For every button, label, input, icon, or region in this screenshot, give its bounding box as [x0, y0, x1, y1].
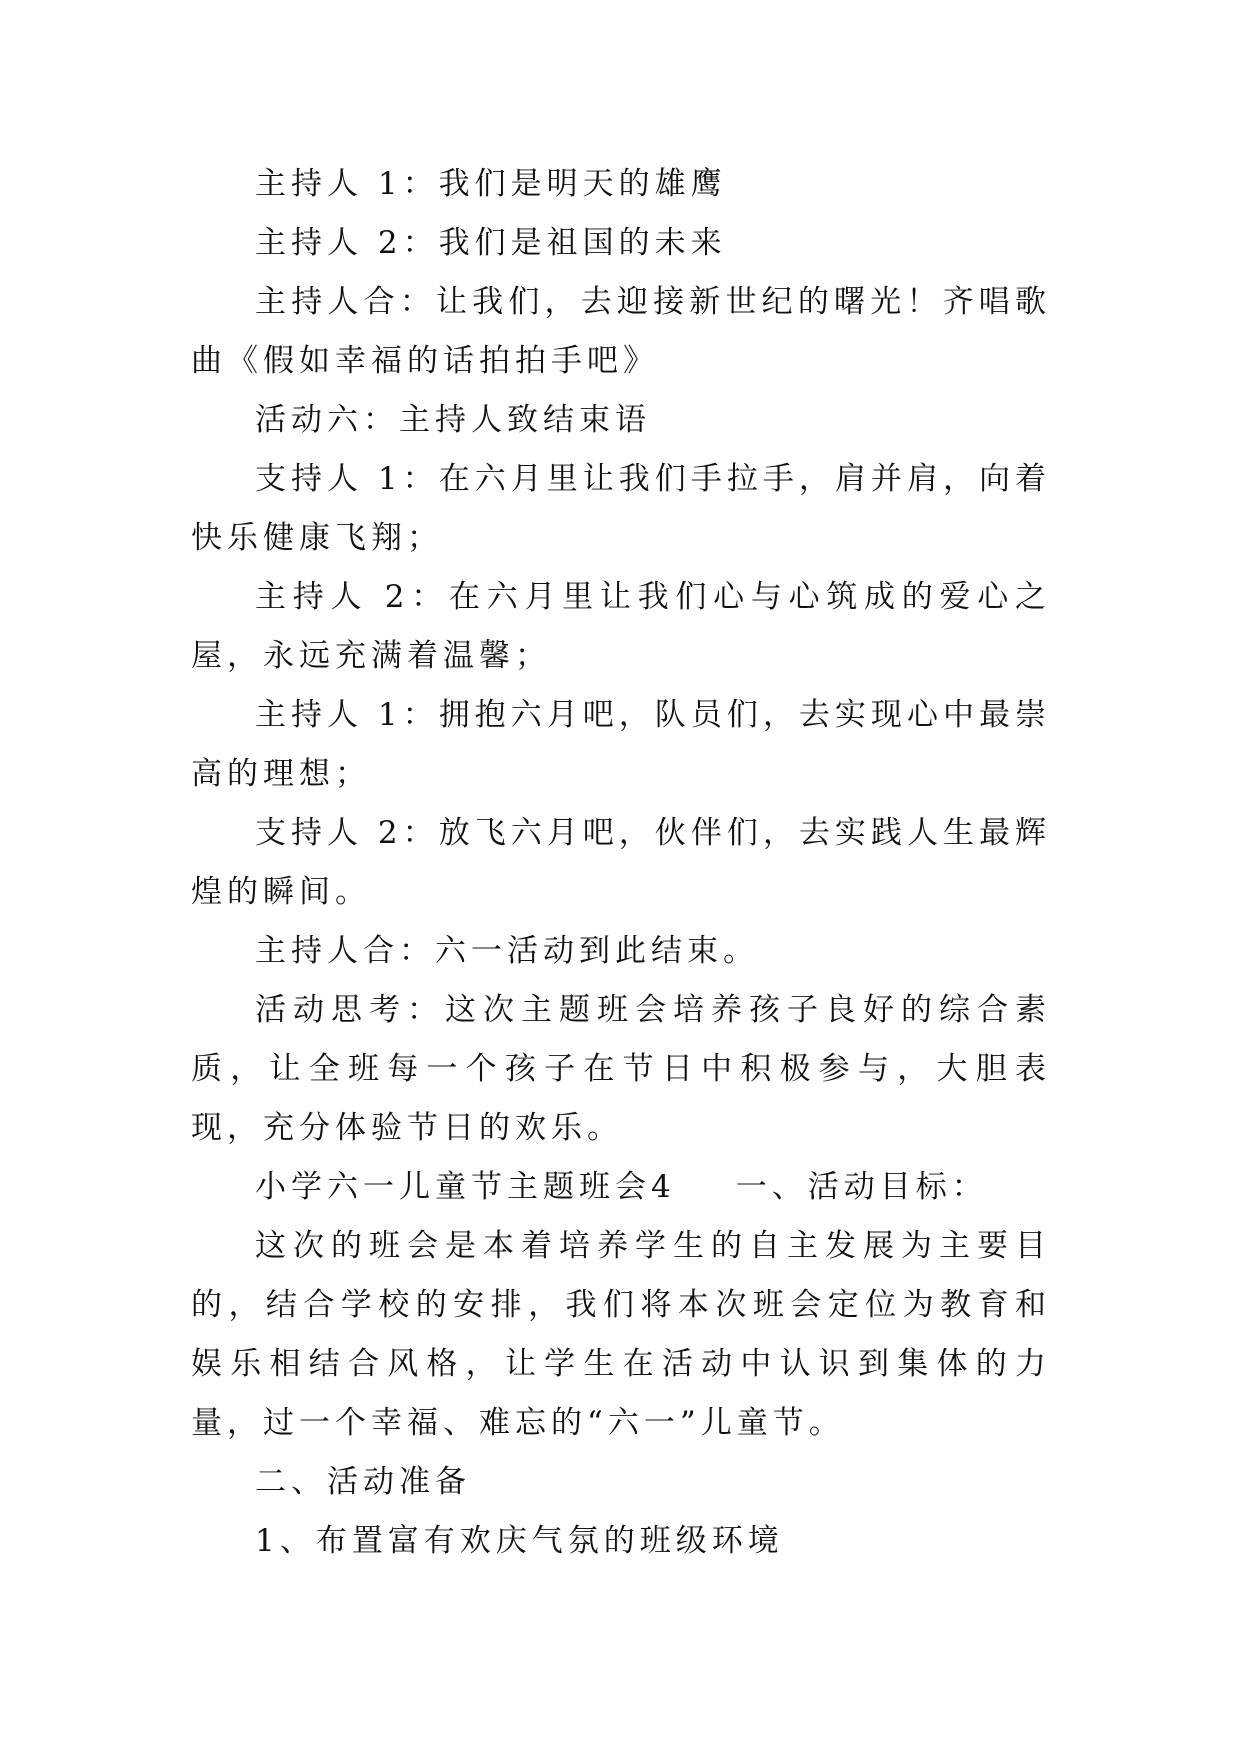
- paragraph-host1-embrace: 主持人 1：拥抱六月吧，队员们，去实现心中最崇高的理想；: [191, 697, 1051, 792]
- paragraph-preparation-heading: 二、活动准备: [255, 1464, 471, 1500]
- section-subtitle: 一、活动目标：: [735, 1169, 988, 1205]
- paragraph-host2-june: 主持人 2：在六月里让我们心与心筑成的爱心之屋，永远充满着温馨；: [191, 579, 1051, 674]
- paragraph-hosts-sing: 主持人合：让我们，去迎接新世纪的曙光！齐唱歌曲《假如幸福的话拍拍手吧》: [191, 284, 1051, 379]
- paragraph-host1-june: 支持人 1：在六月里让我们手拉手，肩并肩，向着快乐健康飞翔；: [191, 461, 1051, 556]
- paragraph-reflection: 活动思考：这次主题班会培养孩子良好的综合素质，让全班每一个孩子在节日中积极参与，大胆表现，充分体验节日的欢乐。: [191, 992, 1051, 1146]
- paragraph-activity-six: 活动六：主持人致结束语: [255, 402, 651, 438]
- paragraph-preparation-item-1: 1、布置富有欢庆气氛的班级环境: [255, 1523, 784, 1559]
- section-title: 小学六一儿童节主题班会4: [255, 1169, 676, 1205]
- paragraph-hosts-end: 主持人合：六一活动到此结束。: [255, 933, 759, 969]
- paragraph-host2-future: 主持人 2：我们是祖国的未来: [255, 225, 727, 261]
- paragraph-host2-release: 支持人 2：放飞六月吧，伙伴们，去实践人生最辉煌的瞬间。: [191, 815, 1051, 910]
- paragraph-goal: 这次的班会是本着培养学生的自主发展为主要目的，结合学校的安排，我们将本次班会定位为教育和娱乐相结合风格，让学生在活动中认识到集体的力量，过一个幸福、难忘的“六一”儿童节。: [191, 1228, 1051, 1441]
- document-body: [191, 155, 1051, 1571]
- paragraph-host1-eagle: 主持人 1：我们是明天的雄鹰: [255, 166, 727, 202]
- heading-line: [191, 1158, 1051, 1217]
